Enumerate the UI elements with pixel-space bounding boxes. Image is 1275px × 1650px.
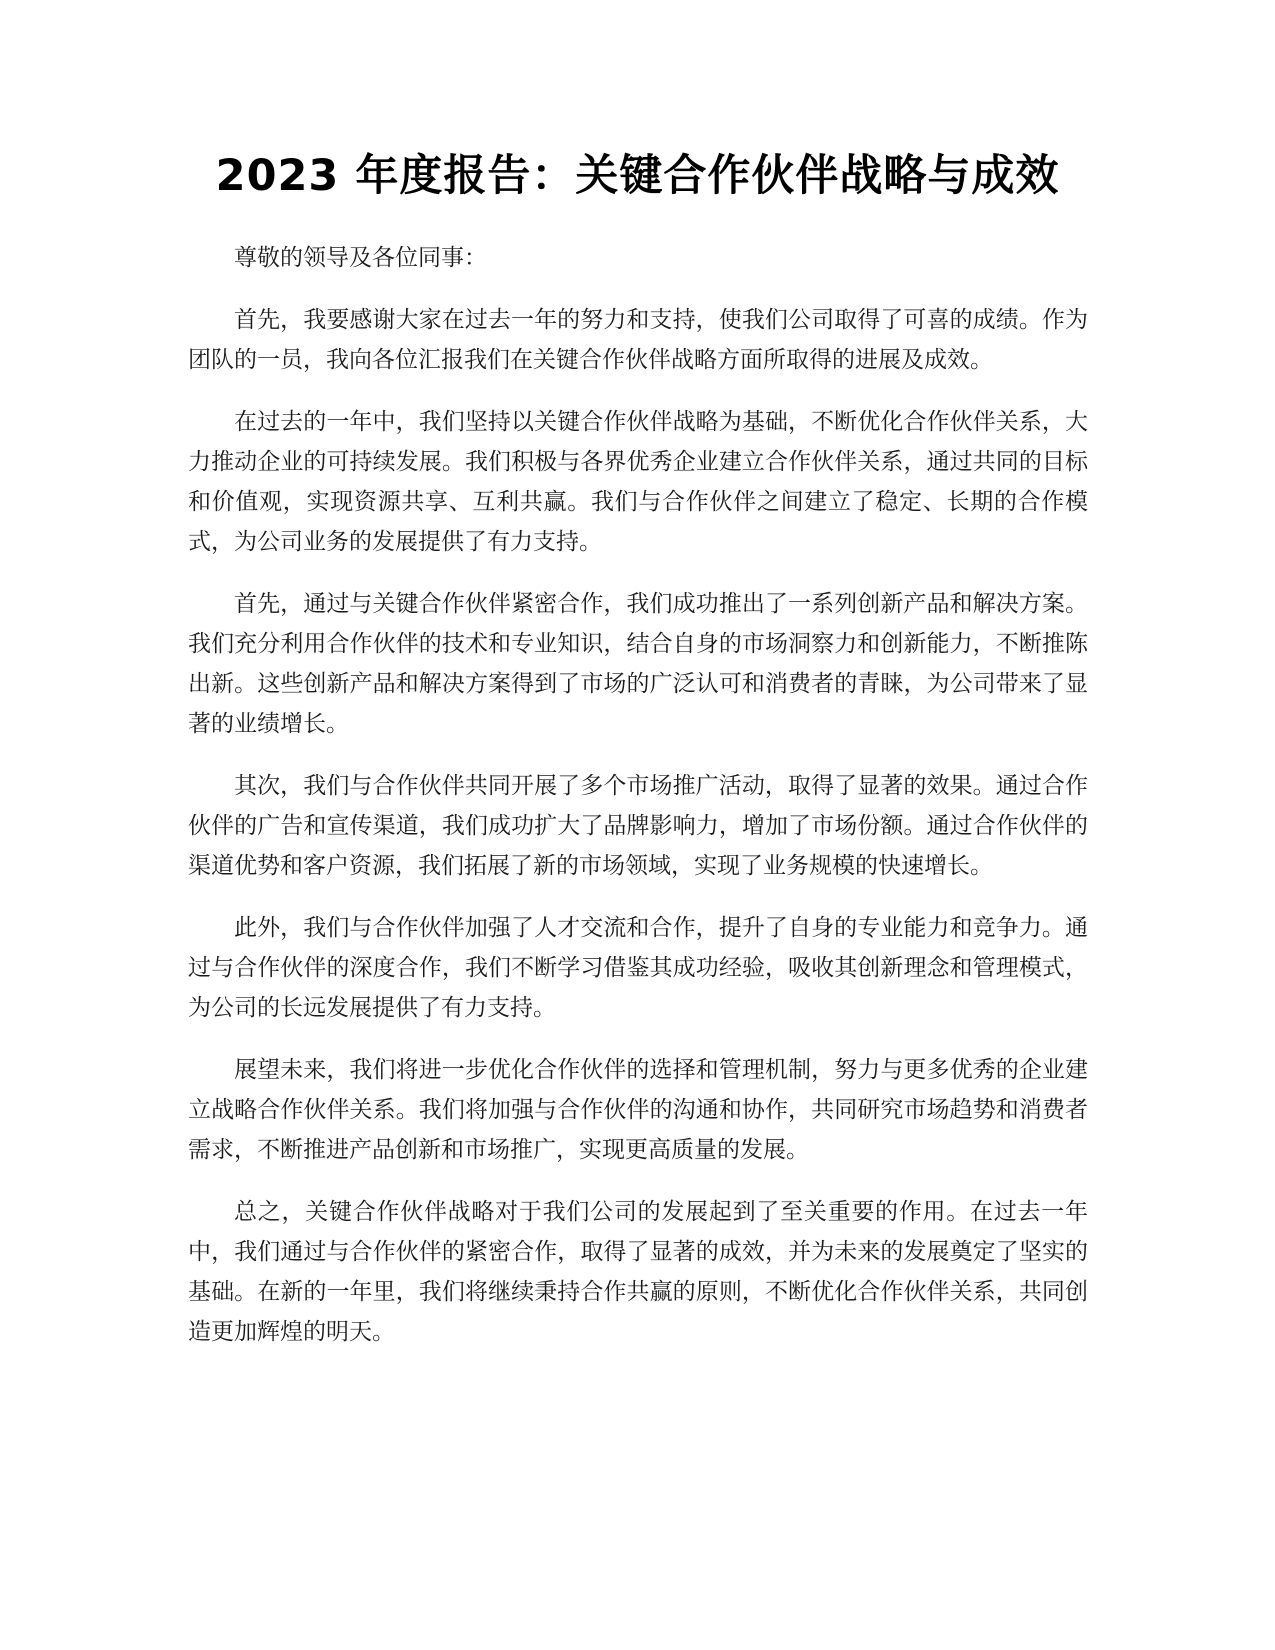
document-body	[188, 238, 1088, 1374]
paragraph-7: 总之，关键合作伙伴战略对于我们公司的发展起到了至关重要的作用。在过去一年中，我们通过与合作伙伴的紧密合作，取得了显著的成效，并为未来的发展奠定了坚实的基础。在新的一年里，我们将继续秉持合作共赢的原则，不断优化合作伙伴关系，共同创造更加辉煌的明天。	[188, 1199, 1088, 1345]
document-title: 2023 年度报告：关键合作伙伴战略与成效	[215, 151, 1060, 201]
salutation: 尊敬的领导及各位同事：	[234, 245, 487, 271]
paragraph-5: 此外，我们与合作伙伴加强了人才交流和合作，提升了自身的专业能力和竞争力。通过与合作伙伴的深度合作，我们不断学习借鉴其成功经验，吸收其创新理念和管理模式，为公司的长远发展提供了有力支持。	[188, 915, 1088, 1021]
paragraph-4: 其次，我们与合作伙伴共同开展了多个市场推广活动，取得了显著的效果。通过合作伙伴的广告和宣传渠道，我们成功扩大了品牌影响力，增加了市场份额。通过合作伙伴的渠道优势和客户资源，我们拓展了新的市场领域，实现了业务规模的快速增长。	[188, 773, 1088, 879]
paragraph-2: 在过去的一年中，我们坚持以关键合作伙伴战略为基础，不断优化合作伙伴关系，大力推动企业的可持续发展。我们积极与各界优秀企业建立合作伙伴关系，通过共同的目标和价值观，实现资源共享、互利共赢。我们与合作伙伴之间建立了稳定、长期的合作模式，为公司业务的发展提供了有力支持。	[188, 409, 1088, 555]
paragraph-3: 首先，通过与关键合作伙伴紧密合作，我们成功推出了一系列创新产品和解决方案。我们充分利用合作伙伴的技术和专业知识，结合自身的市场洞察力和创新能力，不断推陈出新。这些创新产品和解决方案得到了市场的广泛认可和消费者的青睐，为公司带来了显著的业绩增长。	[188, 591, 1088, 737]
paragraph-1: 首先，我要感谢大家在过去一年的努力和支持，使我们公司取得了可喜的成绩。作为团队的一员，我向各位汇报我们在关键合作伙伴战略方面所取得的进展及成效。	[188, 307, 1088, 373]
paragraph-6: 展望未来，我们将进一步优化合作伙伴的选择和管理机制，努力与更多优秀的企业建立战略合作伙伴关系。我们将加强与合作伙伴的沟通和协作，共同研究市场趋势和消费者需求，不断推进产品创新和市场推广，实现更高质量的发展。	[188, 1057, 1088, 1163]
